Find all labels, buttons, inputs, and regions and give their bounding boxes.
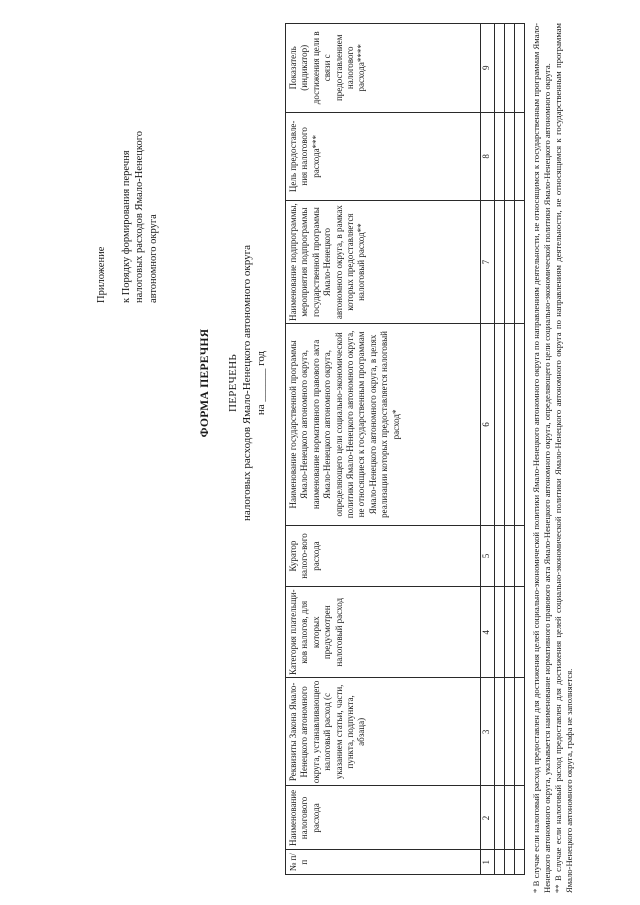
table-header-cell: Реквизиты Закона Ямало-Ненецкого автономного округа, устанавливающего налоговый расход (с указанием статьи, части, пункта, подпункта, абзаца) xyxy=(286,678,481,786)
footnotes xyxy=(531,23,575,893)
table-cell xyxy=(515,525,525,586)
column-number-cell: 7 xyxy=(481,201,495,324)
table-cell xyxy=(495,678,505,786)
rotated-document-page xyxy=(3,3,637,903)
table-row xyxy=(495,24,505,875)
table-cell xyxy=(515,587,525,678)
appendix-line-2: налоговых расходов Ямало-Ненецкого xyxy=(134,130,146,303)
form-title: ФОРМА ПЕРЕЧНЯ xyxy=(199,328,211,438)
appendix-title: Приложение xyxy=(96,246,107,303)
table-cell xyxy=(495,324,505,526)
column-number-cell: 3 xyxy=(481,678,495,786)
column-number-cell: 8 xyxy=(481,112,495,201)
table-header-cell: Цель предоставле-ния налогового расхода*** xyxy=(286,112,481,201)
table-cell xyxy=(515,678,525,786)
table-cell xyxy=(505,24,515,113)
footnote-1: * В случае если налоговый расход предоставлен для достижения целей социально-экономической политики Ямало-Ненецкого автономного округа по направлениям деятельности, не относящимся к государственным программам Ямало-Ненецкого автономного округа, указывается наименование нормативного правового акта Ямало-Ненецкого автономного округа, определяющего цели социально-экономической политики Ямало-Ненецкого автономного округа. xyxy=(531,23,552,893)
table-cell xyxy=(495,24,505,113)
table-cell xyxy=(505,850,515,875)
table-cell xyxy=(495,587,505,678)
table-cell xyxy=(495,786,505,850)
table-header-cell: Куратор налого-вого расхода xyxy=(286,525,481,586)
table-cell xyxy=(505,678,515,786)
table-header-row xyxy=(286,24,481,875)
table-header-cell: Показатель (индикатор) достижения цели в связи с предоставлением налогового расхода**** xyxy=(286,24,481,113)
table-header-cell: Наименование подпрограммы, мероприятия подпрограммы государственной программы Ямало-Ненецкого автономного округа, в рамках которых предоставляется налоговый расход** xyxy=(286,201,481,324)
table-cell xyxy=(495,525,505,586)
table-cell xyxy=(505,324,515,526)
table-header-cell: № п/п xyxy=(286,850,481,875)
table-row xyxy=(505,24,515,875)
column-number-cell: 9 xyxy=(481,24,495,113)
table-cell xyxy=(495,201,505,324)
column-number-cell: 6 xyxy=(481,324,495,526)
list-title: ПЕРЕЧЕНЬ xyxy=(227,353,239,413)
table-cell xyxy=(505,786,515,850)
column-number-cell: 4 xyxy=(481,587,495,678)
table-header-cell: Наименование государственной программы Ямало-Ненецкого автономного округа, наименование нормативного правового акта Ямало-Ненецкого автономного округа, определяющего цели социально-экономической политики Ямало-Ненецкого автономного округа, не относящиеся к государственным программам Ямало-Ненецкого автономного округа, в целях реализации которых предоставляется налоговый расход* xyxy=(286,324,481,526)
table-cell xyxy=(505,112,515,201)
table-row xyxy=(515,24,525,875)
table-cell xyxy=(495,850,505,875)
column-number-cell: 2 xyxy=(481,786,495,850)
table-cell xyxy=(515,201,525,324)
table-cell xyxy=(515,324,525,526)
table-cell xyxy=(515,112,525,201)
appendix-line-1: к Порядку формирования перечня xyxy=(121,150,133,303)
table-header-cell: Наименование налогового расхода xyxy=(286,786,481,850)
table-cell xyxy=(505,525,515,586)
column-number-cell: 5 xyxy=(481,525,495,586)
column-number-row xyxy=(481,24,495,875)
year-line: на ______ год xyxy=(255,350,267,416)
footnote-2: ** В случае если налоговый расход предоставлен для достижения целей социально-экономической политики Ямало-Ненецкого автономного округа по направлениям деятельности, не относящимся к государственным программам Ямало-Ненецкого автономного округа, графа не заполняется. xyxy=(553,23,574,893)
column-number-cell: 1 xyxy=(481,850,495,875)
appendix-block xyxy=(95,131,160,303)
table-cell xyxy=(505,201,515,324)
table-cell xyxy=(495,112,505,201)
table-header-cell: Категория плательщи-ков налогов, для которых предусмотрен налоговый расход xyxy=(286,587,481,678)
list-subtitle: налоговых расходов Ямало-Ненецкого автономного округа xyxy=(241,244,253,522)
table-cell xyxy=(515,850,525,875)
table-cell xyxy=(505,587,515,678)
table-cell xyxy=(515,786,525,850)
table-cell xyxy=(515,24,525,113)
tax-expenditure-table xyxy=(285,23,525,875)
appendix-line-3: автономного округа xyxy=(147,214,159,303)
